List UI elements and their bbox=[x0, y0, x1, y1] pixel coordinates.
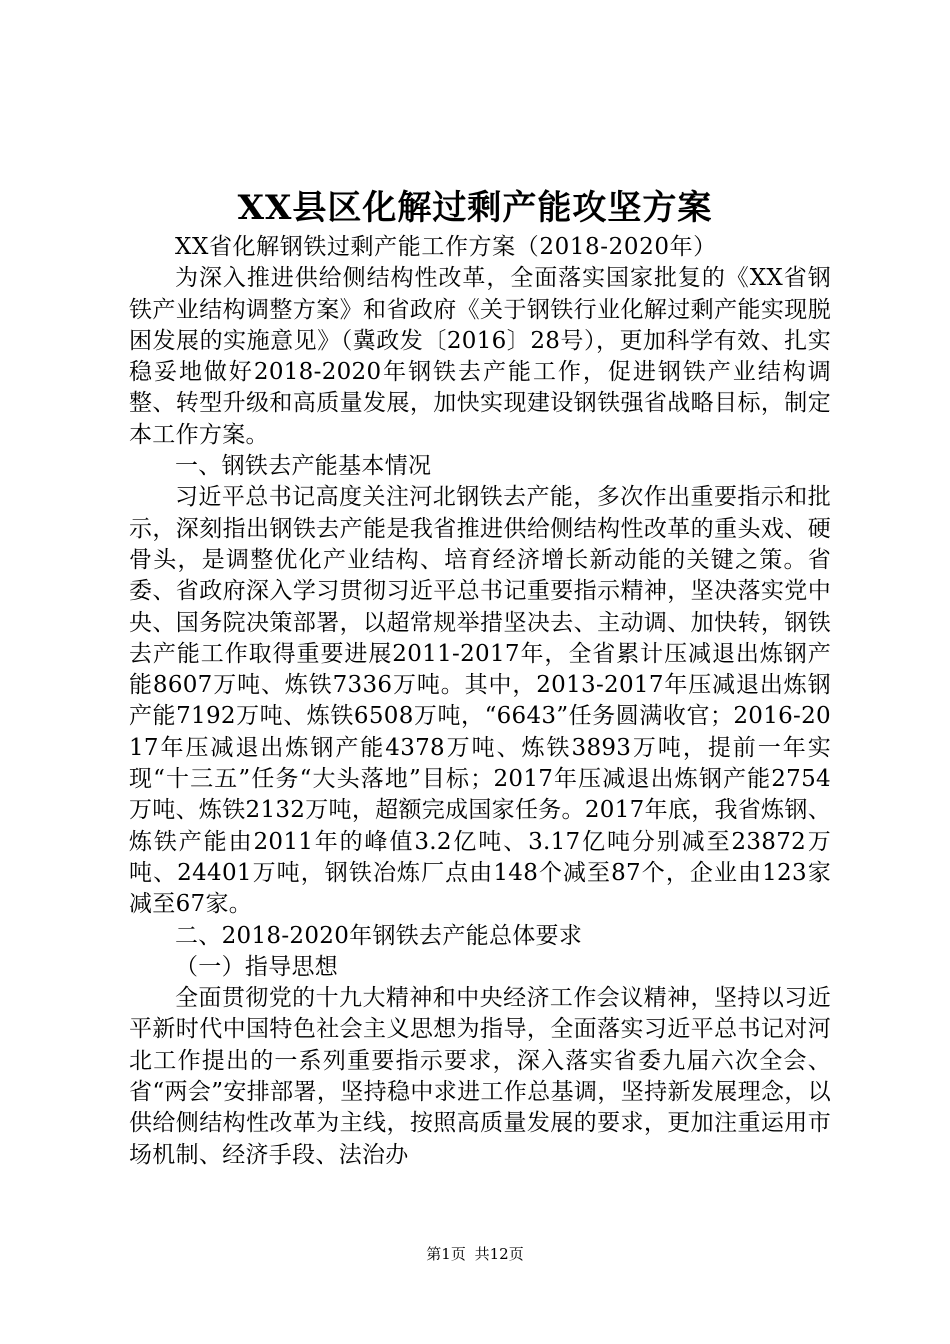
page-total: 共12页 bbox=[474, 1245, 524, 1263]
situation-paragraph: 习近平总书记高度关注河北钢铁去产能，多次作出重要指示和批示，深刻指出钢铁去产能是我省推进供给侧结构性改革的重头戏、硬骨头，是调整优化产业结构、培育经济增长新动能的关键之策。省委、省政府深入学习贯彻习近平总书记重要指示精神，坚决落实党中央、国务院决策部署，以超常规举措坚决去、主动调、加快转，钢铁去产能工作取得重要进展2011-2017年，全省累计压减退出炼钢产能8607万吨、炼铁7336万吨。其中，2013-2017年压减退出炼钢产能7192万吨、炼铁6508万吨，“6643”任务圆满收官；2016-2017年压减退出炼钢产能4378万吨、炼铁3893万吨，提前一年实现“十三五”任务“大头落地”目标；2017年压减退出炼钢产能2754万吨、炼铁2132万吨，超额完成国家任务。2017年底，我省炼钢、炼铁产能由2011年的峰值3.2亿吨、3.17亿吨分别减至23872万吨、24401万吨，钢铁冶炼厂点由148个减至87个，企业由123家减至67家。 bbox=[129, 484, 831, 918]
guiding-thought-paragraph: 全面贯彻党的十九大精神和中央经济工作会议精神，坚持以习近平新时代中国特色社会主义思想为指导，全面落实习近平总书记对河北工作提出的一系列重要指示要求，深入落实省委九届六次全会、省“两会”安排部署，坚持稳中求进工作总基调，坚持新发展理念，以供给侧结构性改革为主线，按照高质量发展的要求，更加注重运用市场机制、经济手段、法治办 bbox=[129, 985, 831, 1168]
page-footer bbox=[0, 1244, 950, 1264]
document-subtitle: XX省化解钢铁过剩产能工作方案（2018-2020年） bbox=[175, 234, 717, 260]
intro-paragraph: 为深入推进供给侧结构性改革，全面落实国家批复的《XX省钢铁产业结构调整方案》和省政府《关于钢铁行业化解过剩产能实现脱困发展的实施意见》（冀政发〔2016〕28号），更加科学有效、扎实稳妥地做好2018-2020年钢铁去产能工作，促进钢铁产业结构调整、转型升级和高质量发展，加快实现建设钢铁强省战略目标，制定本工作方案。 bbox=[129, 265, 831, 448]
document-title: XX县区化解过剩产能攻坚方案 bbox=[237, 188, 713, 228]
section-heading-1: 一、钢铁去产能基本情况 bbox=[175, 453, 432, 480]
document-body bbox=[129, 232, 831, 1171]
section-heading-2: 二、2018-2020年钢铁去产能总体要求 bbox=[175, 922, 583, 949]
subsection-heading-1: （一）指导思想 bbox=[175, 953, 339, 980]
page-number: 第1页 bbox=[426, 1245, 466, 1263]
